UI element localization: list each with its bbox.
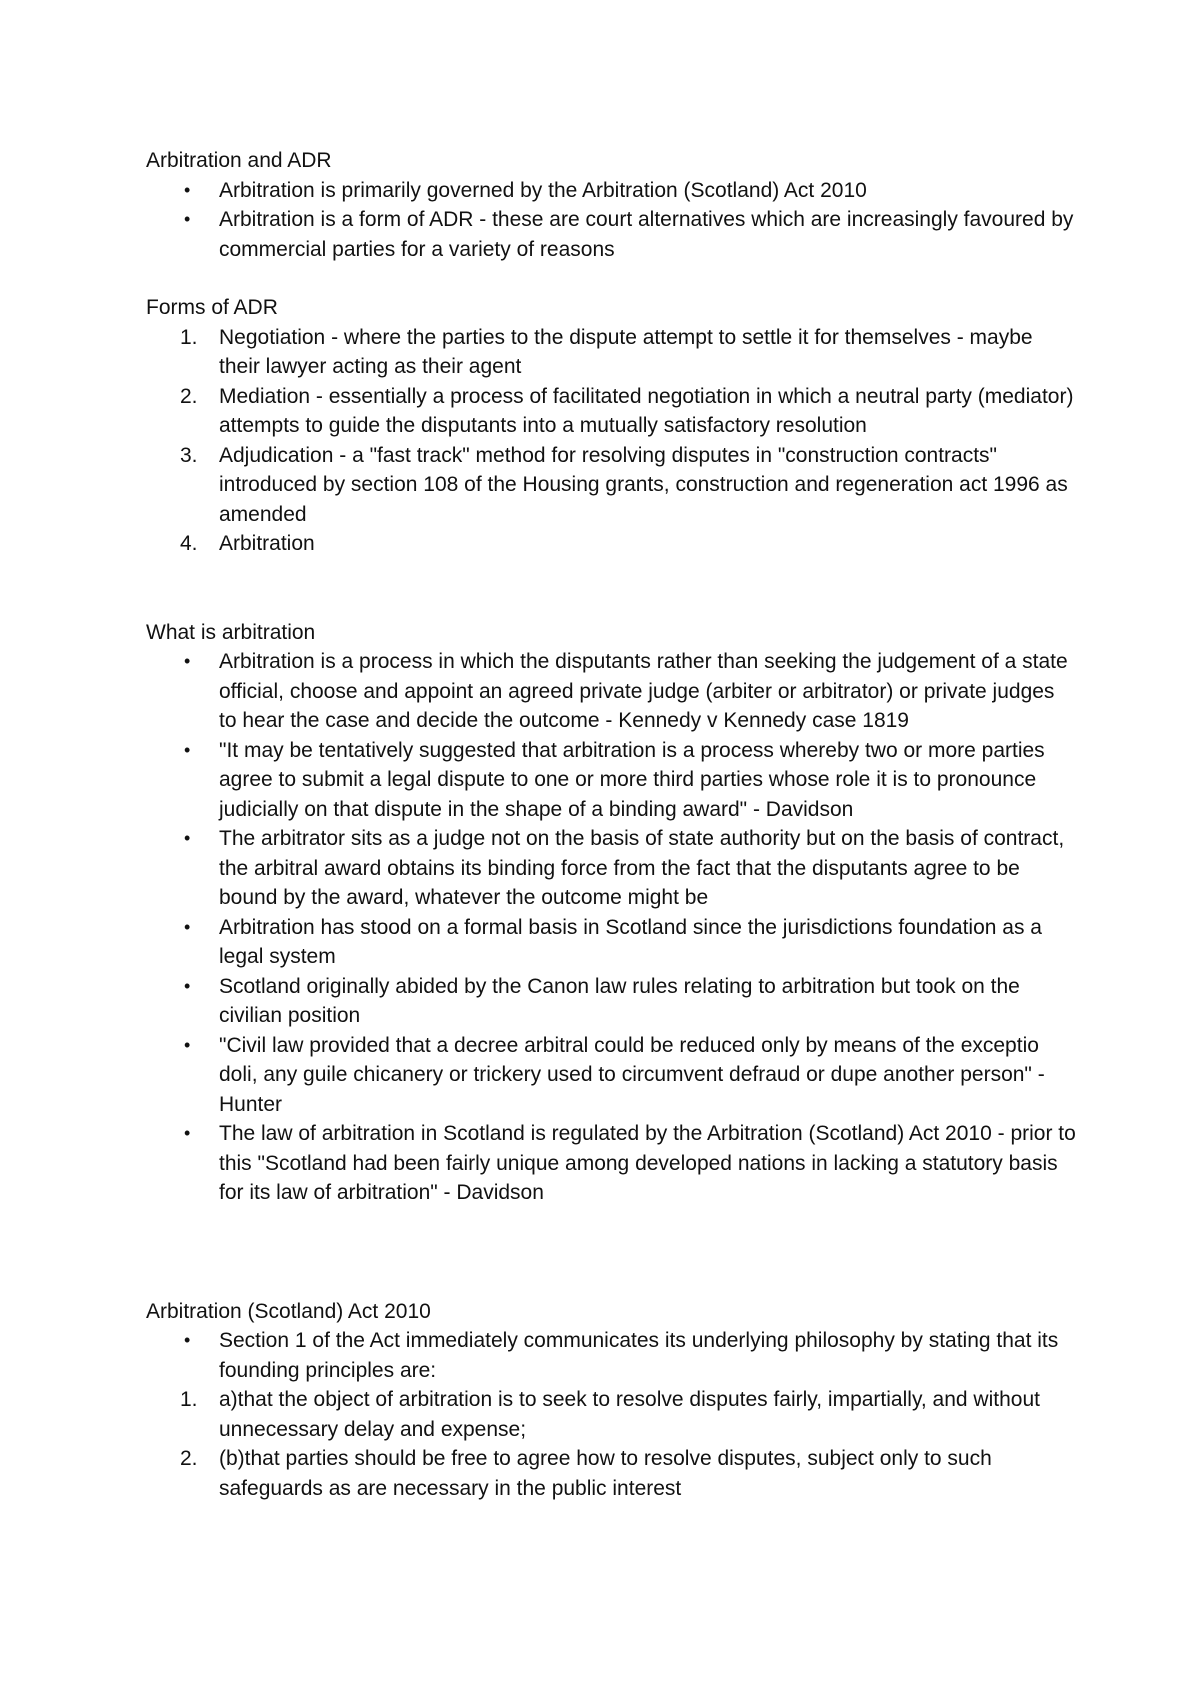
list-item-text: Mediation - essentially a process of facilitated negotiation in which a neutral party (mediator) attempts to guide the disputants into a mutually satisfactory resolution: [219, 384, 1074, 437]
list-item: [146, 323, 1076, 382]
list-item-text: "It may be tentatively suggested that arbitration is a process whereby two or more parties agree to submit a legal dispute to one or more third parties whose role it is to pronounce judicially on that dispute in the shape of a binding award" - Davidson: [219, 738, 1045, 821]
list-item-text: Section 1 of the Act immediately communicates its underlying philosophy by stating that its founding principles are:: [219, 1329, 1059, 1382]
list-item: [146, 176, 1076, 206]
list-item: [146, 529, 1076, 559]
list-item: [146, 1385, 1076, 1444]
list-item-text: The arbitrator sits as a judge not on the basis of state authority but on the basis of contract, the arbitral award obtains its binding force from the fact that the disputants agree to be bound by the award, whatever the outcome might be: [219, 827, 1065, 909]
list-number: 1.: [180, 325, 198, 349]
list-item: [146, 441, 1076, 530]
list-item-text: Arbitration is primarily governed by the Arbitration (Scotland) Act 2010: [219, 178, 867, 202]
list-number: 4.: [180, 532, 198, 555]
bullet-marker: •: [184, 1330, 191, 1350]
list-item-text: The law of arbitration in Scotland is regulated by the Arbitration (Scotland) Act 2010 - prior to this "Scotland had been fairly unique among developed nations in lacking a statutory basis for its law of arbitration" - Davidson: [219, 1122, 1076, 1204]
bullet-list-act-2010: [146, 1326, 1076, 1385]
list-number: 2.: [180, 384, 198, 408]
list-item: [146, 1326, 1076, 1385]
list-item: [146, 1444, 1076, 1503]
list-number: 2.: [180, 1447, 198, 1470]
list-item-text: Arbitration is a form of ADR - these are court alternatives which are increasingly favoured by commercial parties for a variety of reasons: [219, 208, 1074, 261]
list-item: [146, 913, 1076, 972]
bullet-list-arbitration-and-adr: [146, 176, 1076, 265]
list-item: [146, 382, 1076, 441]
list-number: 3.: [180, 443, 198, 467]
section-heading-arbitration-scotland-act-2010: Arbitration (Scotland) Act 2010: [146, 1299, 431, 1323]
list-item: [146, 647, 1076, 736]
list-number: 1.: [180, 1388, 198, 1411]
numbered-list-founding-principles: [146, 1385, 1076, 1503]
list-item-text: (b)that parties should be free to agree how to resolve disputes, subject only to such safeguards as are necessary in the public interest: [219, 1447, 992, 1500]
list-item: [146, 205, 1076, 264]
section-heading-what-is-arbitration: What is arbitration: [146, 620, 316, 644]
bullet-marker: •: [184, 179, 191, 200]
bullet-list-what-is-arbitration: [146, 647, 1076, 1208]
list-item-text: Arbitration is a process in which the disputants rather than seeking the judgement of a state official, choose and appoint an agreed private judge (arbiter or arbitrator) or private judges to hear the case and decide the outcome - Kennedy v Kennedy case 1819: [219, 650, 1068, 732]
bullet-marker: •: [184, 1034, 191, 1055]
spacer: [146, 559, 1076, 618]
spacer: [146, 264, 1076, 293]
list-item: [146, 1119, 1076, 1208]
bullet-marker: •: [184, 651, 191, 671]
bullet-marker: •: [184, 828, 191, 848]
bullet-marker: •: [184, 1123, 191, 1143]
spacer: [146, 1208, 1076, 1297]
bullet-marker: •: [184, 975, 191, 996]
list-item-text: "Civil law provided that a decree arbitral could be reduced only by means of the exceptio doli, any guile chicanery or trickery used to circumvent defraud or dupe another person" - Hunter: [219, 1033, 1045, 1116]
list-item-text: Scotland originally abided by the Canon law rules relating to arbitration but took on the civilian position: [219, 974, 1020, 1027]
list-item: [146, 1031, 1076, 1120]
section-heading-forms-of-adr: Forms of ADR: [146, 296, 278, 319]
list-item-text: a)that the object of arbitration is to seek to resolve disputes fairly, impartially, and without unnecessary delay and expense;: [219, 1388, 1040, 1441]
bullet-marker: •: [184, 209, 191, 229]
list-item: [146, 824, 1076, 913]
numbered-list-forms-of-adr: [146, 323, 1076, 559]
document-page: [146, 146, 1076, 1503]
list-item-text: Arbitration: [219, 532, 315, 555]
list-item-text: Adjudication - a "fast track" method for resolving disputes in "construction contracts" introduced by section 108 of the Housing grants, construction and regeneration act 1996 as amended: [219, 443, 1068, 526]
bullet-marker: •: [184, 916, 191, 937]
list-item-text: Negotiation - where the parties to the dispute attempt to settle it for themselves - maybe their lawyer acting as their agent: [219, 325, 1033, 378]
list-item: [146, 736, 1076, 825]
list-item-text: Arbitration has stood on a formal basis in Scotland since the jurisdictions foundation as a legal system: [219, 915, 1042, 968]
section-heading-arbitration-and-adr: Arbitration and ADR: [146, 149, 332, 172]
bullet-marker: •: [184, 739, 191, 760]
list-item: [146, 972, 1076, 1031]
